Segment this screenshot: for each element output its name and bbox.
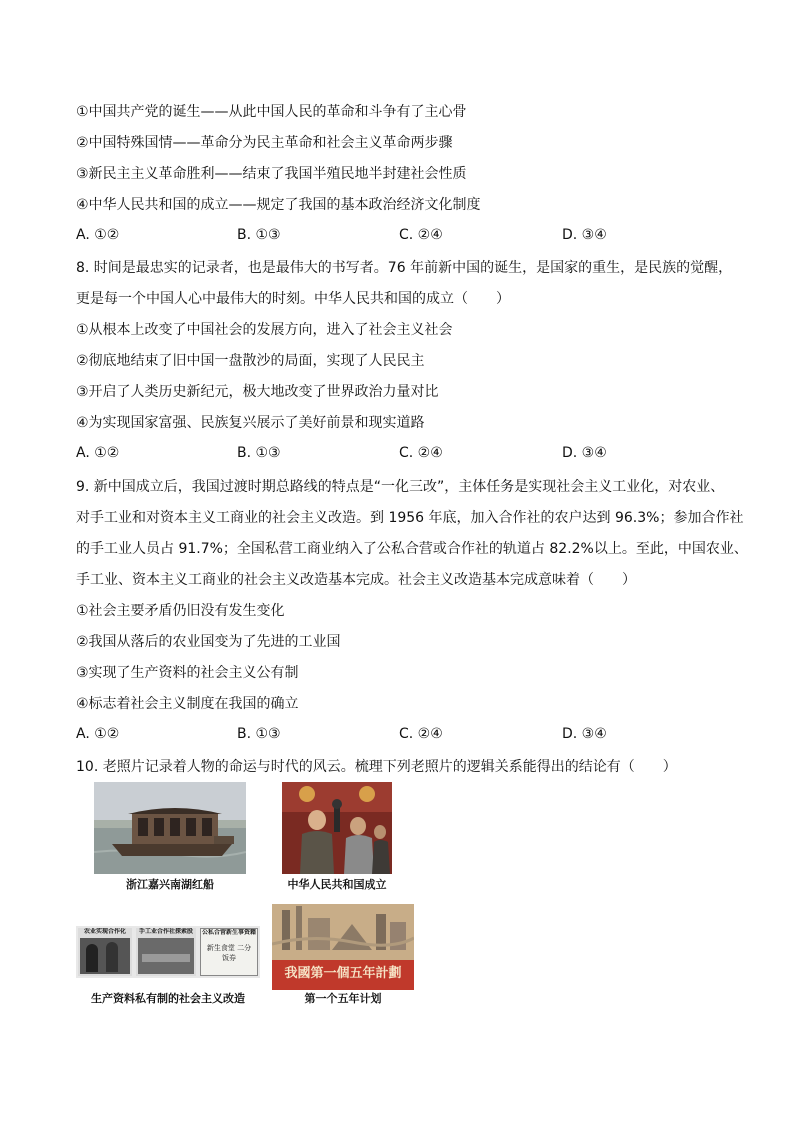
- socialist-transformation-caption: 生产资料私有制的社会主义改造: [91, 992, 245, 1005]
- socialist-transformation-photo: [76, 926, 260, 978]
- red-boat-caption: 浙江嘉兴南湖红船: [126, 878, 214, 891]
- q9-option-b[interactable]: B. ①③: [237, 726, 281, 742]
- q8-option-d[interactable]: D. ③④: [562, 445, 607, 461]
- five-year-plan-poster-text: 我國第一個五年計劃: [284, 966, 402, 981]
- q9-item-2: ②我国从落后的农业国变为了先进的工业国: [76, 634, 341, 650]
- five-year-plan-photo: [272, 904, 414, 990]
- q8-options: [76, 445, 726, 465]
- reform-panel-1-label: 农业实现合作化: [83, 928, 126, 935]
- q7-option-a[interactable]: A. ①②: [76, 227, 120, 243]
- q9-stem-line-3: 的手工业人员占 91.7%；全国私营工商业纳入了公私合营或合作社的轨道占 82.2%以上。至此，中国农业、: [76, 541, 748, 557]
- q9-option-d[interactable]: D. ③④: [562, 726, 607, 742]
- q9-option-c[interactable]: C. ②④: [399, 726, 443, 742]
- founding-ceremony-photo: [282, 782, 392, 874]
- reform-panel-2-label: 手工业合作社探索股: [138, 928, 193, 935]
- q9-stem-line-2: 对手工业和对资本主义工商业的社会主义改造。到 1956 年底，加入合作社的农户达到 96.3%；参加合作社: [76, 510, 744, 526]
- q8-option-b[interactable]: B. ①③: [237, 445, 281, 461]
- q9-options: [76, 726, 726, 746]
- founding-ceremony-caption: 中华人民共和国成立: [287, 878, 387, 891]
- q8-option-c[interactable]: C. ②④: [399, 445, 443, 461]
- q8-stem-line-2: 更是每一个中国人心中最伟大的时刻。中华人民共和国的成立（ ）: [76, 291, 510, 307]
- q8-item-3: ③开启了人类历史新纪元，极大地改变了世界政治力量对比: [76, 384, 439, 400]
- five-year-plan-caption: 第一个五年计划: [304, 992, 382, 1005]
- q7-item-1: ①中国共产党的诞生——从此中国人民的革命和斗争有了主心骨: [76, 104, 467, 120]
- reform-panel-agriculture: [78, 928, 132, 976]
- coupon-text: 新生食堂 二分饭券: [206, 944, 252, 962]
- q7-item-4: ④中华人民共和国的成立——规定了我国的基本政治经济文化制度: [76, 197, 481, 213]
- q8-item-2: ②彻底地结束了旧中国一盘散沙的局面，实现了人民民主: [76, 353, 425, 369]
- reform-panel-joint-venture: [200, 928, 258, 976]
- q7-option-d[interactable]: D. ③④: [562, 227, 607, 243]
- q8-item-1: ①从根本上改变了中国社会的发展方向，进入了社会主义社会: [76, 322, 453, 338]
- q9-stem-line-1: 9. 新中国成立后，我国过渡时期总路线的特点是“一化三改”，主体任务是实现社会主义工业化，对农业、: [76, 479, 725, 495]
- reform-panel-handicraft: [136, 928, 196, 976]
- q7-options: [76, 227, 726, 247]
- q9-stem-line-4: 手工业、资本主义工商业的社会主义改造基本完成。社会主义改造基本完成意味着（ ）: [76, 572, 636, 588]
- q8-stem-line-1: 8. 时间是最忠实的记录者，也是最伟大的书写者。76 年前新中国的诞生，是国家的重生，是民族的觉醒，: [76, 260, 733, 276]
- q10-stem: 10. 老照片记录着人物的命运与时代的风云。梳理下列老照片的逻辑关系能得出的结论有（ ）: [76, 759, 677, 775]
- q7-item-3: ③新民主主义革命胜利——结束了我国半殖民地半封建社会性质: [76, 166, 467, 182]
- q8-option-a[interactable]: A. ①②: [76, 445, 120, 461]
- q9-item-3: ③实现了生产资料的社会主义公有制: [76, 665, 299, 681]
- q7-option-b[interactable]: B. ①③: [237, 227, 281, 243]
- q9-option-a[interactable]: A. ①②: [76, 726, 120, 742]
- q9-item-1: ①社会主要矛盾仍旧没有发生变化: [76, 603, 285, 619]
- red-boat-photo: [94, 782, 246, 874]
- q7-item-2: ②中国特殊国情——革命分为民主革命和社会主义革命两步骤: [76, 135, 453, 151]
- q9-item-4: ④标志着社会主义制度在我国的确立: [76, 696, 299, 712]
- reform-panel-3-label: 公私合营新生事资籍: [201, 929, 256, 936]
- q8-item-4: ④为实现国家富强、民族复兴展示了美好前景和现实道路: [76, 415, 425, 431]
- q7-option-c[interactable]: C. ②④: [399, 227, 443, 243]
